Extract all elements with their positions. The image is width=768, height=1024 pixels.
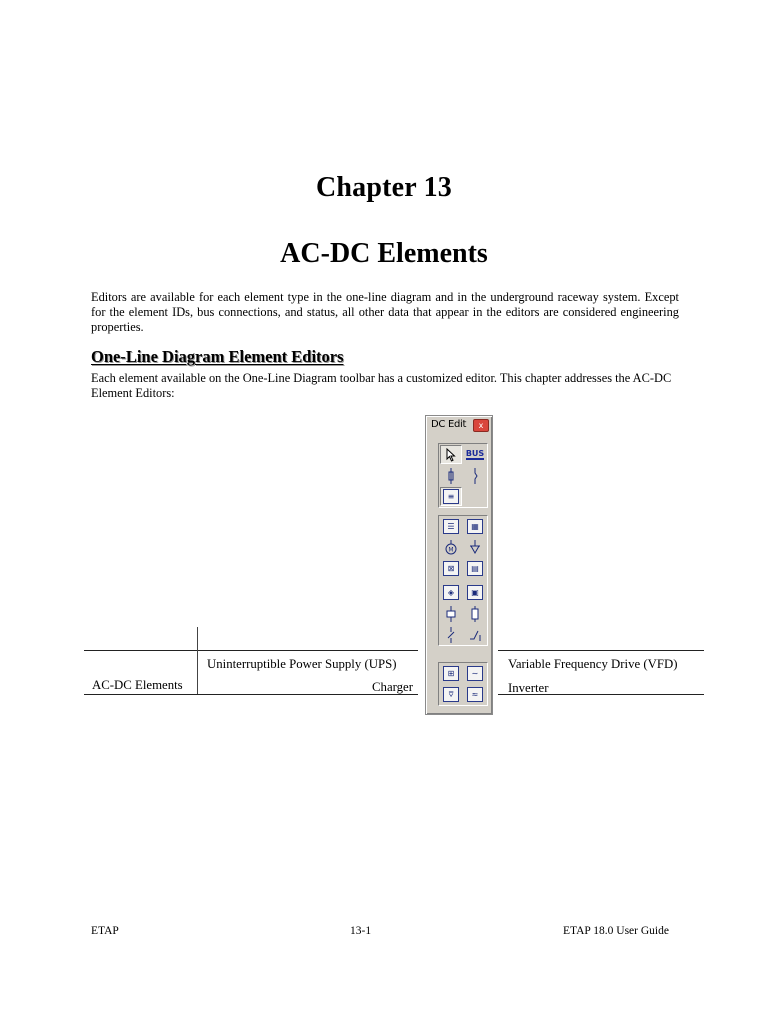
chapter-number: Chapter 13 <box>315 172 453 203</box>
chapter-title: AC-DC Elements <box>280 238 488 269</box>
pointer-icon[interactable] <box>440 445 462 464</box>
toolbar-panel-basic <box>438 443 488 508</box>
meter-icon[interactable]: ▣ <box>464 583 486 602</box>
section-heading: One-Line Diagram Element Editors <box>91 347 344 366</box>
converter-icon[interactable]: ◈ <box>440 583 462 602</box>
footer-page-number: 13-1 <box>350 925 372 937</box>
svg-text:M: M <box>448 546 454 553</box>
footer-left: ETAP <box>91 925 119 937</box>
table-cell-vfd: Variable Frequency Drive (VFD) <box>508 657 678 671</box>
table-cell-ups: Uninterruptible Power Supply (UPS) <box>207 657 397 671</box>
battery-icon[interactable]: ⊠ <box>440 559 462 578</box>
motor-icon[interactable] <box>440 538 462 557</box>
section-paragraph: Each element available on the One-Line Diagram toolbar has a customized editor. This chapter addresses the AC-DC Element Editors: <box>91 371 672 400</box>
table-rule-top-right <box>498 650 704 651</box>
load-icon[interactable] <box>464 538 486 557</box>
transformer-icon[interactable]: ☰ <box>440 517 462 536</box>
relay-icon[interactable] <box>464 625 486 644</box>
panel-icon[interactable]: ▤ <box>464 559 486 578</box>
ups-icon[interactable]: ⊞ <box>440 664 462 683</box>
toolbar-panel-acdc <box>438 662 488 706</box>
cable-icon[interactable] <box>464 466 486 485</box>
dc-link-icon[interactable] <box>440 625 462 644</box>
table-row-label: AC-DC Elements <box>92 678 183 692</box>
table-cell-inverter: Inverter <box>508 681 549 695</box>
switch-icon[interactable] <box>464 604 486 623</box>
intro-paragraph: Editors are available for each element type in the one-line diagram and in the underground raceway system. Except for the element IDs, bus connections, and status, all other data that appear in the editors are considered engineering properties. <box>91 290 679 334</box>
table-column-divider <box>197 627 198 694</box>
fuse-icon[interactable] <box>440 466 462 485</box>
bus-icon[interactable]: BUS <box>464 445 486 464</box>
toolbar-title: DC Edit <box>431 419 467 430</box>
grid-icon[interactable]: ▦ <box>464 517 486 536</box>
close-icon[interactable]: x <box>473 419 489 432</box>
toolbar-panel-elements <box>438 515 488 646</box>
composite-icon[interactable]: ≡ <box>440 487 462 506</box>
charger-icon[interactable]: ⩢ <box>440 685 462 704</box>
breaker-icon[interactable] <box>440 604 462 623</box>
inverter-icon[interactable]: ≈ <box>464 685 486 704</box>
vfd-icon[interactable]: ∼ <box>464 664 486 683</box>
table-cell-charger: Charger <box>372 680 413 694</box>
table-rule-top-left <box>84 650 418 651</box>
footer-right: ETAP 18.0 User Guide <box>563 925 669 937</box>
dc-edit-toolbar[interactable] <box>425 415 493 715</box>
empty-slot <box>464 487 486 506</box>
